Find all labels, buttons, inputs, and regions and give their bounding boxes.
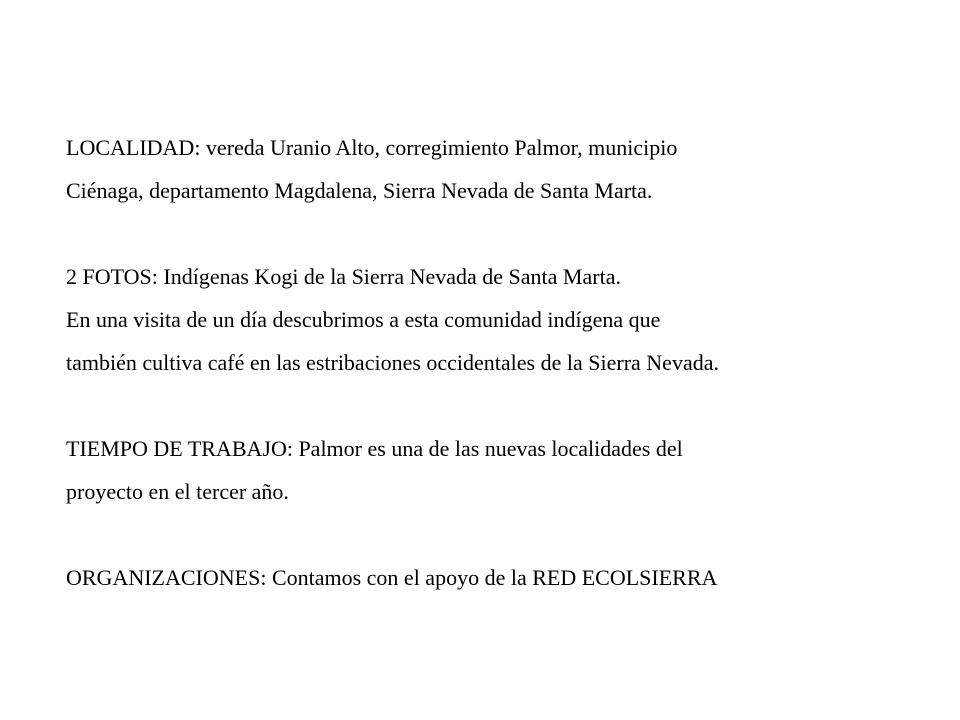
slide-text-body: [66, 126, 926, 599]
text-line: TIEMPO DE TRABAJO: Palmor es una de las nuevas localidades del: [66, 436, 683, 461]
paragraph-tiempo-de-trabajo: [66, 427, 926, 513]
text-line: En una visita de un día descubrimos a esta comunidad indígena que: [66, 307, 661, 332]
text-line: ORGANIZACIONES: Contamos con el apoyo de la RED ECOLSIERRA: [66, 565, 718, 590]
text-line: 2 FOTOS: Indígenas Kogi de la Sierra Nevada de Santa Marta.: [66, 264, 621, 289]
paragraph-localidad: [66, 126, 926, 212]
text-line: LOCALIDAD: vereda Uranio Alto, corregimiento Palmor, municipio: [66, 135, 678, 160]
text-line: Ciénaga, departamento Magdalena, Sierra Nevada de Santa Marta.: [66, 178, 653, 203]
text-line: también cultiva café en las estribaciones occidentales de la Sierra Nevada.: [66, 350, 719, 375]
text-line: proyecto en el tercer año.: [66, 479, 289, 504]
paragraph-fotos: [66, 255, 926, 384]
paragraph-organizaciones: [66, 556, 926, 599]
